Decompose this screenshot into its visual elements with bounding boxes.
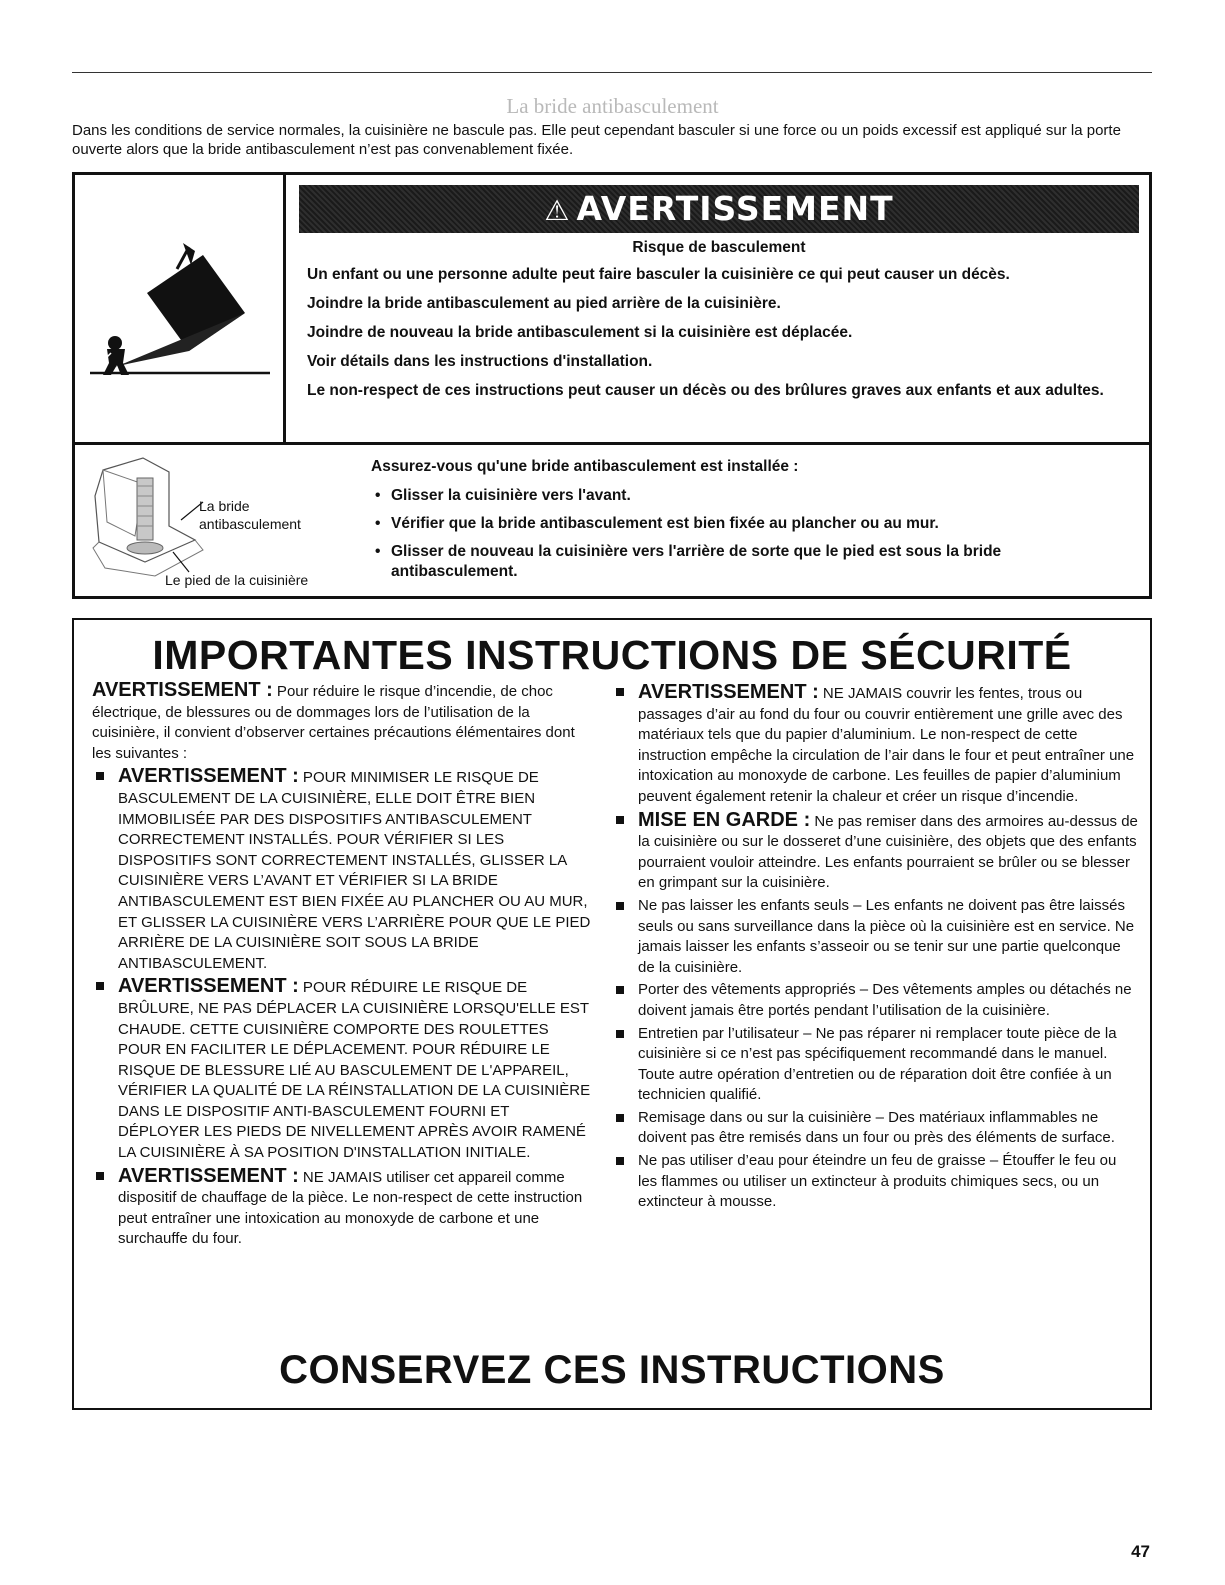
tipping-range-icon (85, 235, 275, 385)
top-rule (72, 72, 1152, 73)
save-instructions-title: CONSERVEZ CES INSTRUCTIONS (279, 1348, 945, 1392)
bracket-label: antibasculement (199, 516, 301, 532)
section-title: La bride antibasculement (506, 94, 719, 118)
safety-item: Ne pas laisser les enfants seuls – Les enfants ne doivent pas être laissés seuls ou sans surveillance dans la pièce où la cuisinière est en service. Ne jamais laisser les enfants s’asseoir ou se tenir sur une partie quelconque de la cuisinière. (612, 896, 1138, 978)
anti-tip-bracket-icon (85, 456, 215, 580)
warning-lines (307, 265, 1137, 410)
bullet-square-icon (616, 1030, 624, 1038)
risk-heading: Risque de basculement (632, 239, 806, 256)
bullet-square-icon (96, 772, 104, 780)
warning-line: Joindre de nouveau la bride antibasculement si la cuisinière est déplacée. (307, 324, 853, 341)
safety-column-right (612, 680, 1138, 1215)
safety-item: AVERTISSEMENT : POUR RÉDUIRE LE RISQUE DE BRÛLURE, NE PAS DÉPLACER LA CUISINIÈRE LORSQU'ELLE EST CHAUDE. CETTE CUISINIÈRE COMPORTE DES ROULETTES POUR EN FACILITER LE DÉPLACEMENT. POUR RÉDUIRE LE RISQUE DE BLESSURE LIÉ AU BASCULEMENT DE L'APPAREIL, VÉRIFIER LA QUALITÉ DE LA RÉINSTALLATION DE LA CUISINIÈRE DANS LE DISPOSITIF ANTI-BASCULEMENT FOURNI ET DÉPLOYER LES PIEDS DE NIVELLEMENT APRÈS AVOIR RAMENÉ LA CUISINIÈRE À SA POSITION D'INSTALLATION INITIALE. (92, 976, 592, 1163)
safety-item: Ne pas utiliser d’eau pour éteindre un feu de graisse – Étouffer le feu ou les flammes ou utiliser un extincteur à produits chimiques secs, ou un extincteur à mousse. (612, 1151, 1138, 1213)
safety-item: AVERTISSEMENT : NE JAMAIS couvrir les fentes, trous ou passages d’air au fond du four ou couvrir entièrement une grille avec des matériaux tels que du papier d’aluminium. Le non-respect de cette instruction empêche la circulation de l’air dans le four et peut entraîner une intoxication au monoxyde de carbone. Les feuilles de papier d’aluminium peuvent également retenir la chaleur et créer un risque d’incendie. (612, 682, 1138, 808)
warning-line: Un enfant ou une personne adulte peut faire basculer la cuisinière ce qui peut causer un décès. (307, 266, 1010, 283)
safety-item: Remisage dans ou sur la cuisinière – Des matériaux inflammables ne doivent pas être remisés dans un four ou près des éléments de surface. (612, 1108, 1138, 1149)
warning-box (72, 172, 1152, 599)
warning-line: Joindre la bride antibasculement au pied arrière de la cuisinière. (307, 295, 781, 312)
warning-text-panel (289, 175, 1149, 442)
foot-label: Le pied de la cuisinière (165, 572, 309, 588)
safety-item: AVERTISSEMENT : POUR MINIMISER LE RISQUE DE BASCULEMENT DE LA CUISINIÈRE, ELLE DOIT ÊTRE BIEN IMMOBILISÉE PAR DES DISPOSITIFS ANTIBASCULEMENT CORRECTEMENT INSTALLÉS. POUR VÉRIFIER SI LES DISPOSITIFS SONT CORRECTEMENT INSTALLÉS, GLISSER LA CUISINIÈRE VERS L’AVANT ET VÉRIFIER SI LA BRIDE ANTIBASCULEMENT EST BIEN FIXÉE AU PLANCHER OU AU MUR, ET GLISSER LA CUISINIÈRE VERS L’ARRIÈRE POUR QUE LE PIED ARRIÈRE DE LA CUISINIÈRE SOIT SOUS LA BRIDE ANTIBASCULEMENT. (92, 766, 592, 974)
safety-item: Entretien par l’utilisateur – Ne pas réparer ni remplacer toute pièce de la cuisinière si ce n’est pas spécifiquement recommandé dans le manuel. Toute autre opération d’entretien ou de réparation doit être confiée à un technicien qualifié. (612, 1024, 1138, 1106)
safety-column-left (92, 680, 592, 1252)
safety-item: MISE EN GARDE : Ne pas remiser dans des armoires au-dessus de la cuisinière ou sur le dosseret d’une cuisinière, des objets que des enfants pourraient vouloir atteindre. Les enfants pourraient se brûler ou se blesser en grimpant sur la cuisinière. (612, 810, 1138, 894)
check-steps (371, 486, 1131, 590)
bullet-square-icon (616, 986, 624, 994)
bullet-square-icon (96, 982, 104, 990)
safety-intro: AVERTISSEMENT : Pour réduire le risque d’incendie, de choc électrique, de blessures ou de dommages lors de l’utilisation de la cuisinière, il convient d’observer certaines précautions élémentaires dont les suivantes : (92, 679, 575, 762)
intro-paragraph: Dans les conditions de service normales, la cuisinière ne bascule pas. Elle peut cependant basculer si une force ou un poids excessif est appliqué sur la porte ouverte alors que la bride antibasculement n’est pas convenablement fixée. (72, 122, 1121, 158)
safety-title: IMPORTANTES INSTRUCTIONS DE SÉCURITÉ (152, 632, 1072, 678)
bullet-square-icon (616, 1114, 624, 1122)
warning-top (75, 175, 1149, 445)
bullet-square-icon (616, 1157, 624, 1165)
tip-over-illustration (75, 175, 286, 442)
bracket-illustration (85, 456, 375, 590)
bullet-square-icon (96, 1172, 104, 1180)
bullet-square-icon (616, 902, 624, 910)
page-number: 47 (1131, 1542, 1150, 1561)
bracket-label: La bride (199, 498, 250, 514)
safety-instructions-box (72, 618, 1152, 1410)
warning-triangle-icon: ⚠ (544, 194, 571, 227)
warning-line: Le non-respect de ces instructions peut causer un décès ou des brûlures graves aux enfants et aux adultes. (307, 382, 1104, 399)
check-step: • Vérifier que la bride antibasculement est bien fixée au plancher ou au mur. (371, 514, 1131, 534)
check-step: • Glisser de nouveau la cuisinière vers l'arrière de sorte que le pied est sous la bride antibasculement. (371, 542, 1131, 582)
safety-item: AVERTISSEMENT : NE JAMAIS utiliser cet appareil comme dispositif de chauffage de la pièce. Le non-respect de cette instruction peut entraîner une intoxication au monoxyde de carbone et une surchauffe du four. (92, 1166, 592, 1250)
warning-line: Voir détails dans les instructions d'installation. (307, 353, 653, 370)
check-heading: Assurez-vous qu'une bride antibasculement est installée : (371, 458, 799, 475)
warning-banner: ⚠ AVERTISSEMENT (299, 185, 1139, 233)
check-step: • Glisser la cuisinière vers l'avant. (371, 486, 1131, 506)
bullet-square-icon (616, 688, 624, 696)
bullet-square-icon (616, 816, 624, 824)
warning-bottom (75, 448, 1149, 596)
safety-item: Porter des vêtements appropriés – Des vêtements amples ou détachés ne doivent jamais être portés pendant l’utilisation de la cuisinière. (612, 980, 1138, 1021)
